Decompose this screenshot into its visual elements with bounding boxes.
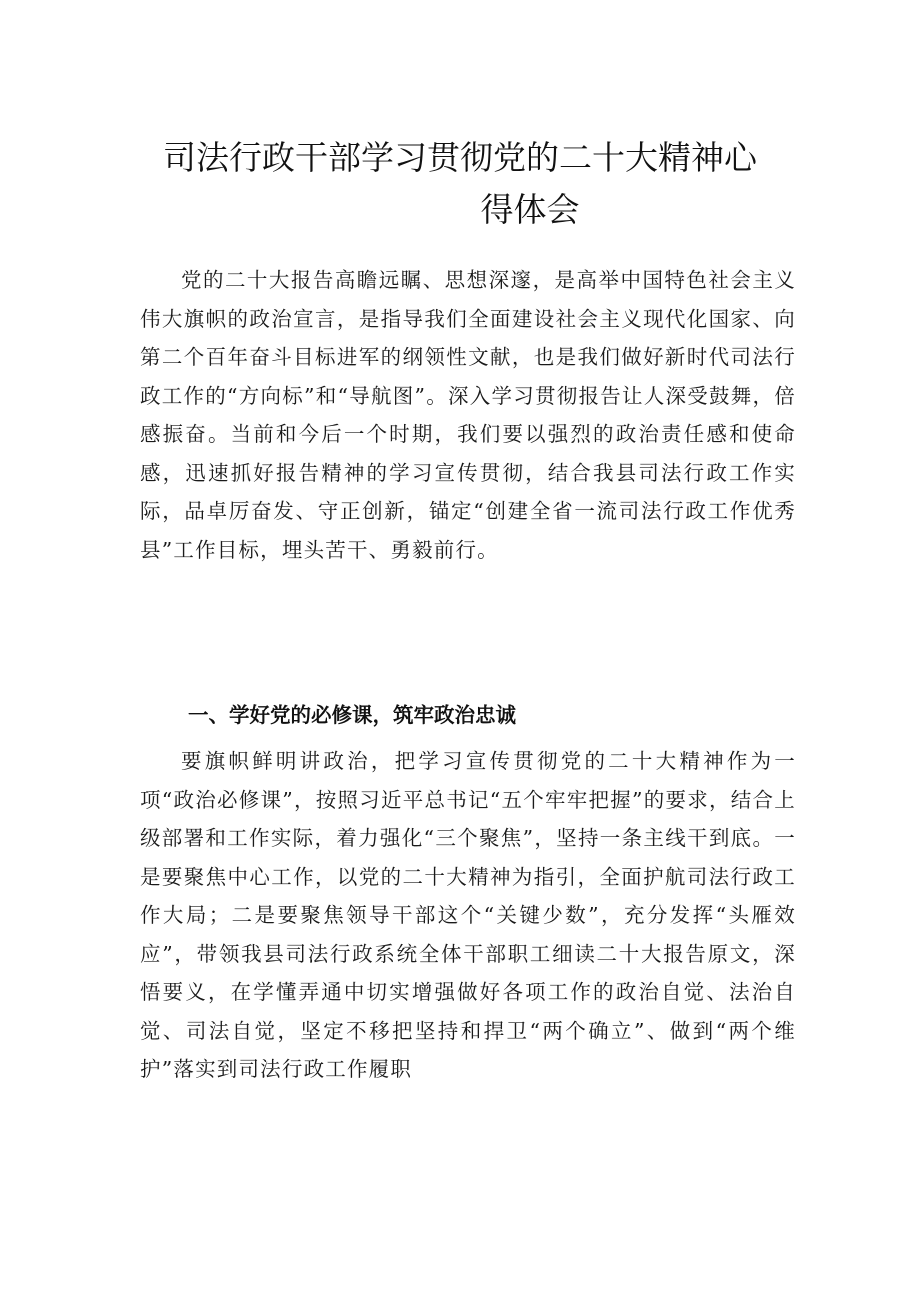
section-1-paragraph: 要旗帜鲜明讲政治，把学习宣传贯彻党的二十大精神作为一项“政治必修课”，按照习近平总书记“五个牢牢把握”的要求，结合上级部署和工作实际，着力强化“三个聚焦”，坚持一条主线干到底。一是要聚焦中心工作，以党的二十大精神为指引，全面护航司法行政工作大局；二是要聚焦领导干部这个“关键少数”，充分发挥“头雁效应”，带领我县司法行政系统全体干部职工细读二十大报告原文，深悟要义，在学懂弄通中切实增强做好各项工作的政治自觉、法治自觉、司法自觉，坚定不移把坚持和捍卫“两个确立”、做到“两个维护”落实到司法行政工作履职: [140, 749, 796, 1081]
document-title-line-1: 司法行政干部学习贯彻党的二十大精神心: [163, 138, 757, 177]
intro-paragraph: 党的二十大报告高瞻远瞩、思想深邃，是高举中国特色社会主义伟大旗帜的政治宣言，是指导我们全面建设社会主义现代化国家、向第二个百年奋斗目标进军的纲领性文献，也是我们做好新时代司法行政工作的“方向标”和“导航图”。深入学习贯彻报告让人深受鼓舞，倍感振奋。当前和今后一个时期，我们要以强烈的政治责任感和使命感，迅速抓好报告精神的学习宣传贯彻，结合我县司法行政工作实际，品卓厉奋发、守正创新，锚定“创建全省一流司法行政工作优秀县”工作目标，埋头苦干、勇毅前行。: [140, 268, 796, 562]
section-heading-1: 一、学好党的必修课，筑牢政治忠诚: [188, 703, 516, 727]
document-title-line-2: 得体会: [480, 190, 580, 229]
